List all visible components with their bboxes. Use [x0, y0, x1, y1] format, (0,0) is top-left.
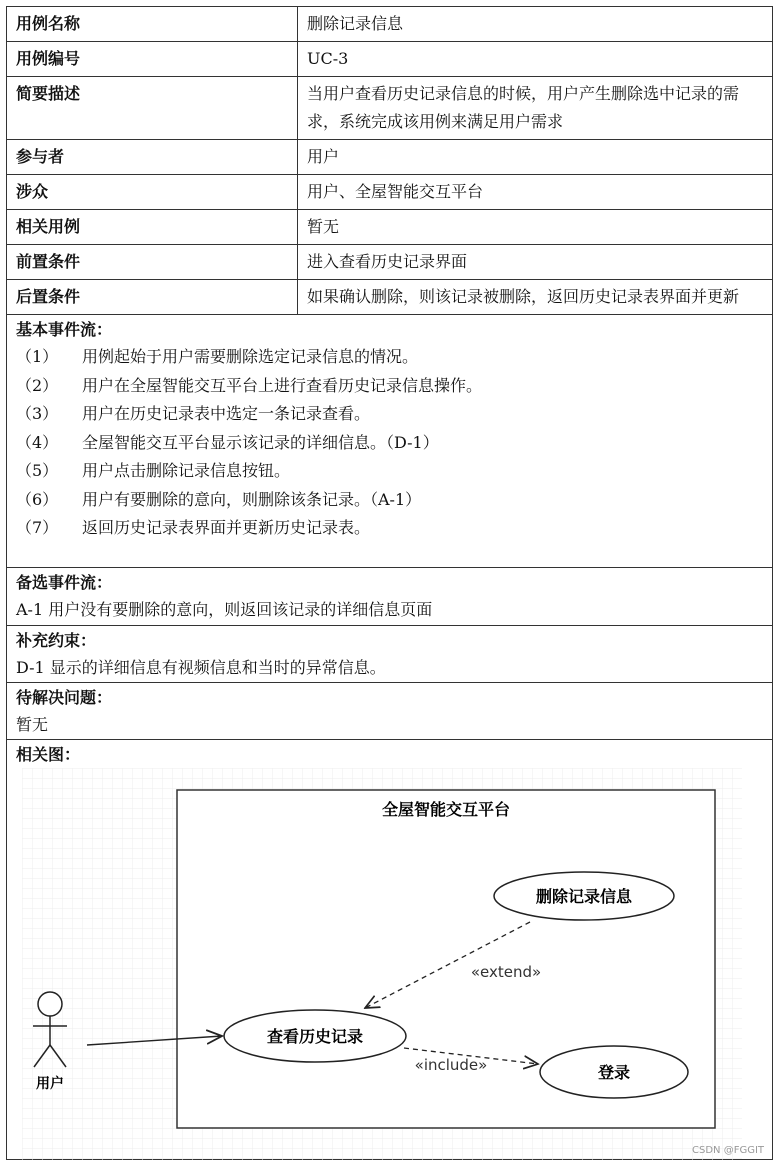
row-label: 用例名称	[7, 7, 298, 42]
table-row	[7, 42, 773, 77]
row-label: 简要描述	[7, 77, 298, 140]
list-item	[16, 372, 763, 401]
table-row	[7, 280, 773, 315]
row-label: 前置条件	[7, 245, 298, 280]
row-value: 如果确认删除，则该记录被删除，返回历史记录表界面并更新	[298, 280, 773, 315]
related-diagram-section	[6, 740, 773, 1160]
step-text: 用户在全屋智能交互平台上进行查看历史记录信息操作。	[82, 375, 483, 395]
open-issues-title: 待解决问题：	[16, 688, 113, 707]
step-text: 返回历史记录表界面并更新历史记录表。	[82, 518, 371, 537]
open-issues-section	[6, 683, 773, 740]
alt-flow-title: 备选事件流：	[16, 573, 113, 592]
related-title: 相关图：	[16, 745, 81, 764]
use-case-login-label: 登录	[597, 1063, 631, 1082]
list-item	[16, 429, 763, 458]
step-text: 全屋智能交互平台显示该记录的详细信息。（D-1）	[82, 432, 439, 452]
use-case-table	[6, 6, 773, 315]
list-item	[16, 400, 763, 429]
actor-label: 用户	[36, 1076, 64, 1092]
step-number: （2）	[16, 375, 59, 395]
step-text: 用户点击删除记录信息按钮。	[82, 461, 291, 480]
step-text: 用例起始于用户需要删除选定记录信息的情况。	[82, 347, 419, 366]
step-number: （3）	[16, 404, 59, 423]
list-item	[16, 514, 763, 543]
alt-flow-text: A-1 用户没有要删除的意向，则返回该记录的详细信息页面	[16, 600, 433, 619]
watermark: CSDN @FGGIT	[692, 1145, 764, 1156]
step-number: （4）	[16, 432, 59, 452]
step-number: （7）	[16, 518, 59, 537]
row-value: UC-3	[298, 42, 773, 77]
row-value: 暂无	[298, 210, 773, 245]
use-case-diagram	[22, 768, 742, 1160]
step-text: 用户在历史记录表中选定一条记录查看。	[82, 404, 371, 423]
row-label: 相关用例	[7, 210, 298, 245]
use-case-document	[6, 6, 773, 1160]
row-value: 当用户查看历史记录信息的时候，用户产生删除选中记录的需求，系统完成该用例来满足用户需求	[298, 77, 773, 140]
table-row	[7, 140, 773, 175]
row-value: 进入查看历史记录界面	[298, 245, 773, 280]
row-value: 用户	[298, 140, 773, 175]
step-number: （5）	[16, 461, 59, 480]
table-row	[7, 175, 773, 210]
step-number: （6）	[16, 489, 59, 509]
include-label: «include»	[414, 1056, 488, 1074]
list-item	[16, 486, 763, 515]
row-label: 后置条件	[7, 280, 298, 315]
diagram-area	[16, 768, 763, 1168]
alt-flow-section	[6, 568, 773, 626]
table-row	[7, 7, 773, 42]
row-label: 涉众	[7, 175, 298, 210]
constraints-section	[6, 626, 773, 683]
constraints-text: D-1 显示的详细信息有视频信息和当时的异常信息。	[16, 658, 386, 677]
use-case-delete-label: 删除记录信息	[535, 887, 633, 906]
basic-flow-title: 基本事件流：	[16, 320, 113, 339]
row-label: 用例编号	[7, 42, 298, 77]
step-text: 用户有要删除的意向，则删除该条记录。（A-1）	[82, 489, 422, 509]
step-number: （1）	[16, 347, 59, 366]
basic-flow-section	[6, 315, 773, 568]
table-row	[7, 210, 773, 245]
system-title: 全屋智能交互平台	[381, 800, 511, 819]
table-row	[7, 77, 773, 140]
use-case-view-label: 查看历史记录	[266, 1027, 364, 1046]
list-item	[16, 457, 763, 486]
row-value: 用户、全屋智能交互平台	[298, 175, 773, 210]
extend-label: «extend»	[470, 963, 542, 981]
constraints-title: 补充约束：	[16, 631, 97, 650]
table-row	[7, 245, 773, 280]
list-item	[16, 343, 763, 372]
row-value: 删除记录信息	[298, 7, 773, 42]
row-label: 参与者	[7, 140, 298, 175]
open-issues-text: 暂无	[16, 715, 49, 734]
